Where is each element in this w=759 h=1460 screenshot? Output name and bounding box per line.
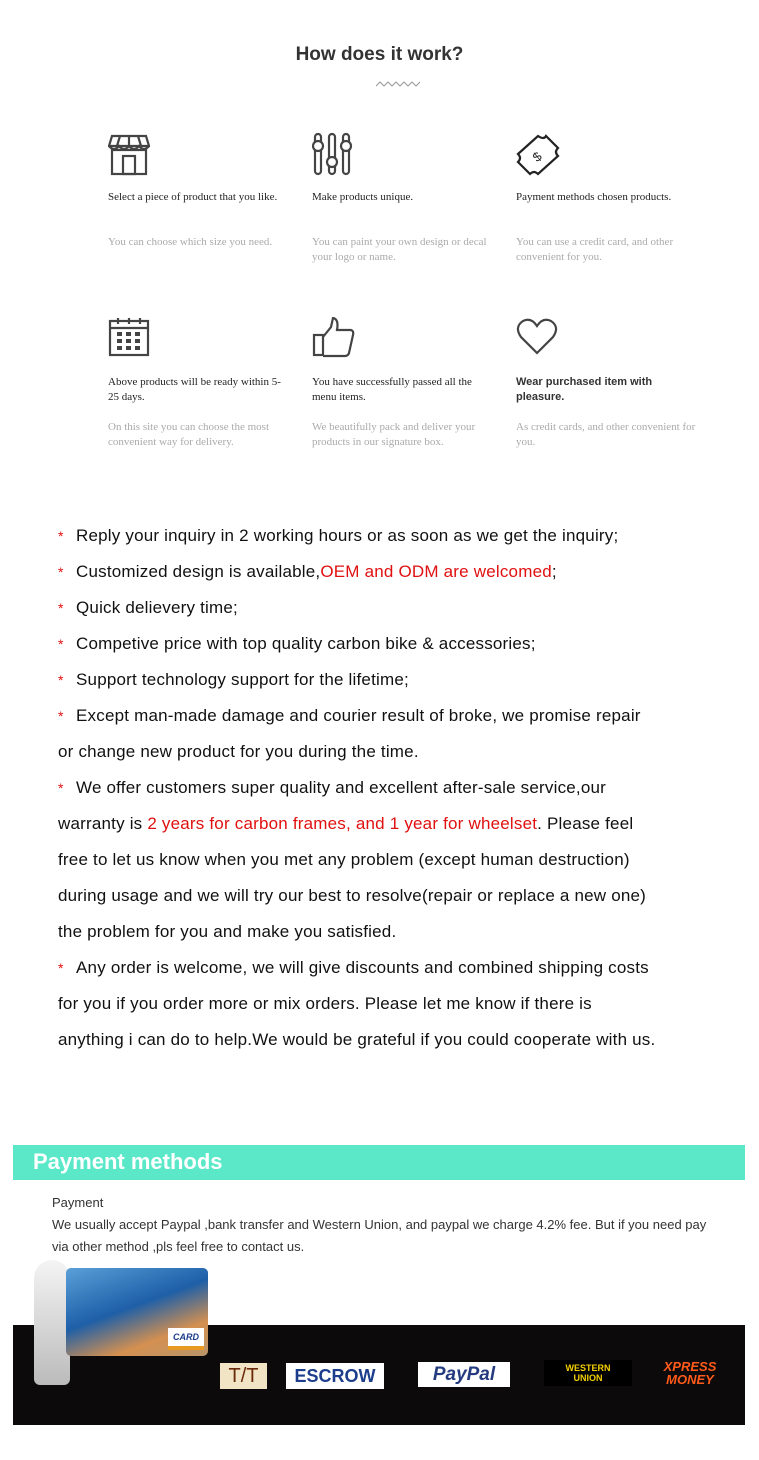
step-title: Above products will be ready within 5-25 days. — [108, 376, 281, 403]
tt-logo: T/T — [220, 1363, 267, 1389]
list-item — [58, 554, 738, 590]
bullet-star: * — [58, 636, 64, 652]
bullet-star: * — [58, 564, 64, 580]
item-text: Competive price with top quality carbon bike & accessories; — [76, 634, 536, 653]
bullet-star: * — [58, 528, 64, 544]
payment-description — [52, 1192, 712, 1258]
item-text: for you if you order more or mix orders. Please let me know if there is — [58, 994, 592, 1013]
bullet-star: * — [58, 672, 64, 688]
step-title: Payment methods chosen products. — [516, 191, 672, 203]
squiggle-divider — [376, 80, 420, 88]
step-4 — [108, 317, 288, 450]
sliders-icon — [312, 132, 492, 178]
escrow-logo: ESCROW — [286, 1363, 384, 1389]
item-text: Any order is welcome, we will give discounts and combined shipping costs — [76, 958, 649, 977]
highlight-text: 2 years for carbon frames, and 1 year for wheelset — [147, 814, 538, 833]
xpress-money-logo: XPRESS MONEY — [663, 1359, 717, 1387]
svg-text:$: $ — [529, 148, 545, 165]
step-6 — [516, 317, 696, 450]
figure-illustration — [34, 1260, 70, 1385]
item-text: Customized design is available, — [76, 562, 321, 581]
page-title: How does it work? — [295, 44, 464, 65]
step-title: Select a piece of product that you like. — [108, 191, 278, 203]
step-desc: You can choose which size you need. — [108, 236, 273, 248]
payment-label: Payment — [52, 1195, 104, 1210]
list-item — [58, 950, 738, 1058]
step-title: You have successfully passed all the menu items. — [312, 376, 472, 403]
step-desc: You can use a credit card, and other convenient for you. — [516, 236, 674, 263]
feature-list — [58, 518, 738, 1058]
list-item — [58, 518, 738, 554]
step-desc: You can paint your own design or decal your logo or name. — [312, 236, 487, 263]
step-desc: On this site you can choose the most convenient way for delivery. — [108, 421, 270, 448]
paypal-logo: PayPal — [418, 1362, 510, 1387]
payment-text: We usually accept Paypal ,bank transfer and Western Union, and paypal we charge 4.2% fee. But if you need pay via other method ,pls feel free to contact us. — [52, 1217, 707, 1254]
step-desc: We beautifully pack and deliver your products in our signature box. — [312, 421, 476, 448]
item-text: We offer customers super quality and excellent after-sale service,our — [76, 778, 607, 797]
heart-icon — [516, 317, 696, 363]
item-text: ; — [551, 562, 557, 581]
step-2 — [312, 132, 492, 265]
bullet-star: * — [58, 780, 64, 796]
western-union-logo: WESTERN UNION — [544, 1360, 632, 1386]
payment-methods-banner — [13, 1145, 745, 1180]
step-1 — [108, 132, 288, 250]
money-icon — [516, 132, 696, 178]
credit-card-image — [66, 1268, 208, 1356]
list-item — [58, 662, 738, 698]
bullet-star: * — [58, 960, 64, 976]
card-badge: CARD — [168, 1328, 204, 1350]
calendar-icon — [108, 317, 288, 363]
item-text: Support technology support for the lifetime; — [76, 670, 409, 689]
item-text: Reply your inquiry in 2 working hours or as soon as we get the inquiry; — [76, 526, 619, 545]
bullet-star: * — [58, 600, 64, 616]
list-item — [58, 626, 738, 662]
item-text: warranty is — [58, 814, 148, 833]
item-text: the problem for you and make you satisfied. — [58, 922, 397, 941]
item-text: Except man-made damage and courier result of broke, we promise repair — [76, 706, 641, 725]
thumbs-up-icon — [312, 317, 492, 363]
step-title: Wear purchased item with pleasure. — [516, 376, 653, 403]
highlight-text: OEM and ODM are welcomed — [320, 562, 552, 581]
item-text: free to let us know when you met any problem (except human destruction) — [58, 850, 630, 869]
list-item — [58, 698, 738, 770]
step-title: Make products unique. — [312, 191, 414, 203]
item-text: . Please feel — [537, 814, 634, 833]
list-item — [58, 590, 738, 626]
step-desc: As credit cards, and other convenient for you. — [516, 421, 696, 448]
item-text: during usage and we will try our best to resolve(repair or replace a new one) — [58, 886, 647, 905]
section-heading: Payment methods — [33, 1149, 223, 1174]
item-text: Quick delievery time; — [76, 598, 238, 617]
item-text: or change new product for you during the time. — [58, 742, 419, 761]
list-item — [58, 770, 738, 950]
bullet-star: * — [58, 708, 64, 724]
item-text: anything i can do to help.We would be grateful if you could cooperate with us. — [58, 1030, 656, 1049]
step-5 — [312, 317, 492, 450]
store-icon — [108, 132, 288, 178]
step-3 — [516, 132, 696, 265]
